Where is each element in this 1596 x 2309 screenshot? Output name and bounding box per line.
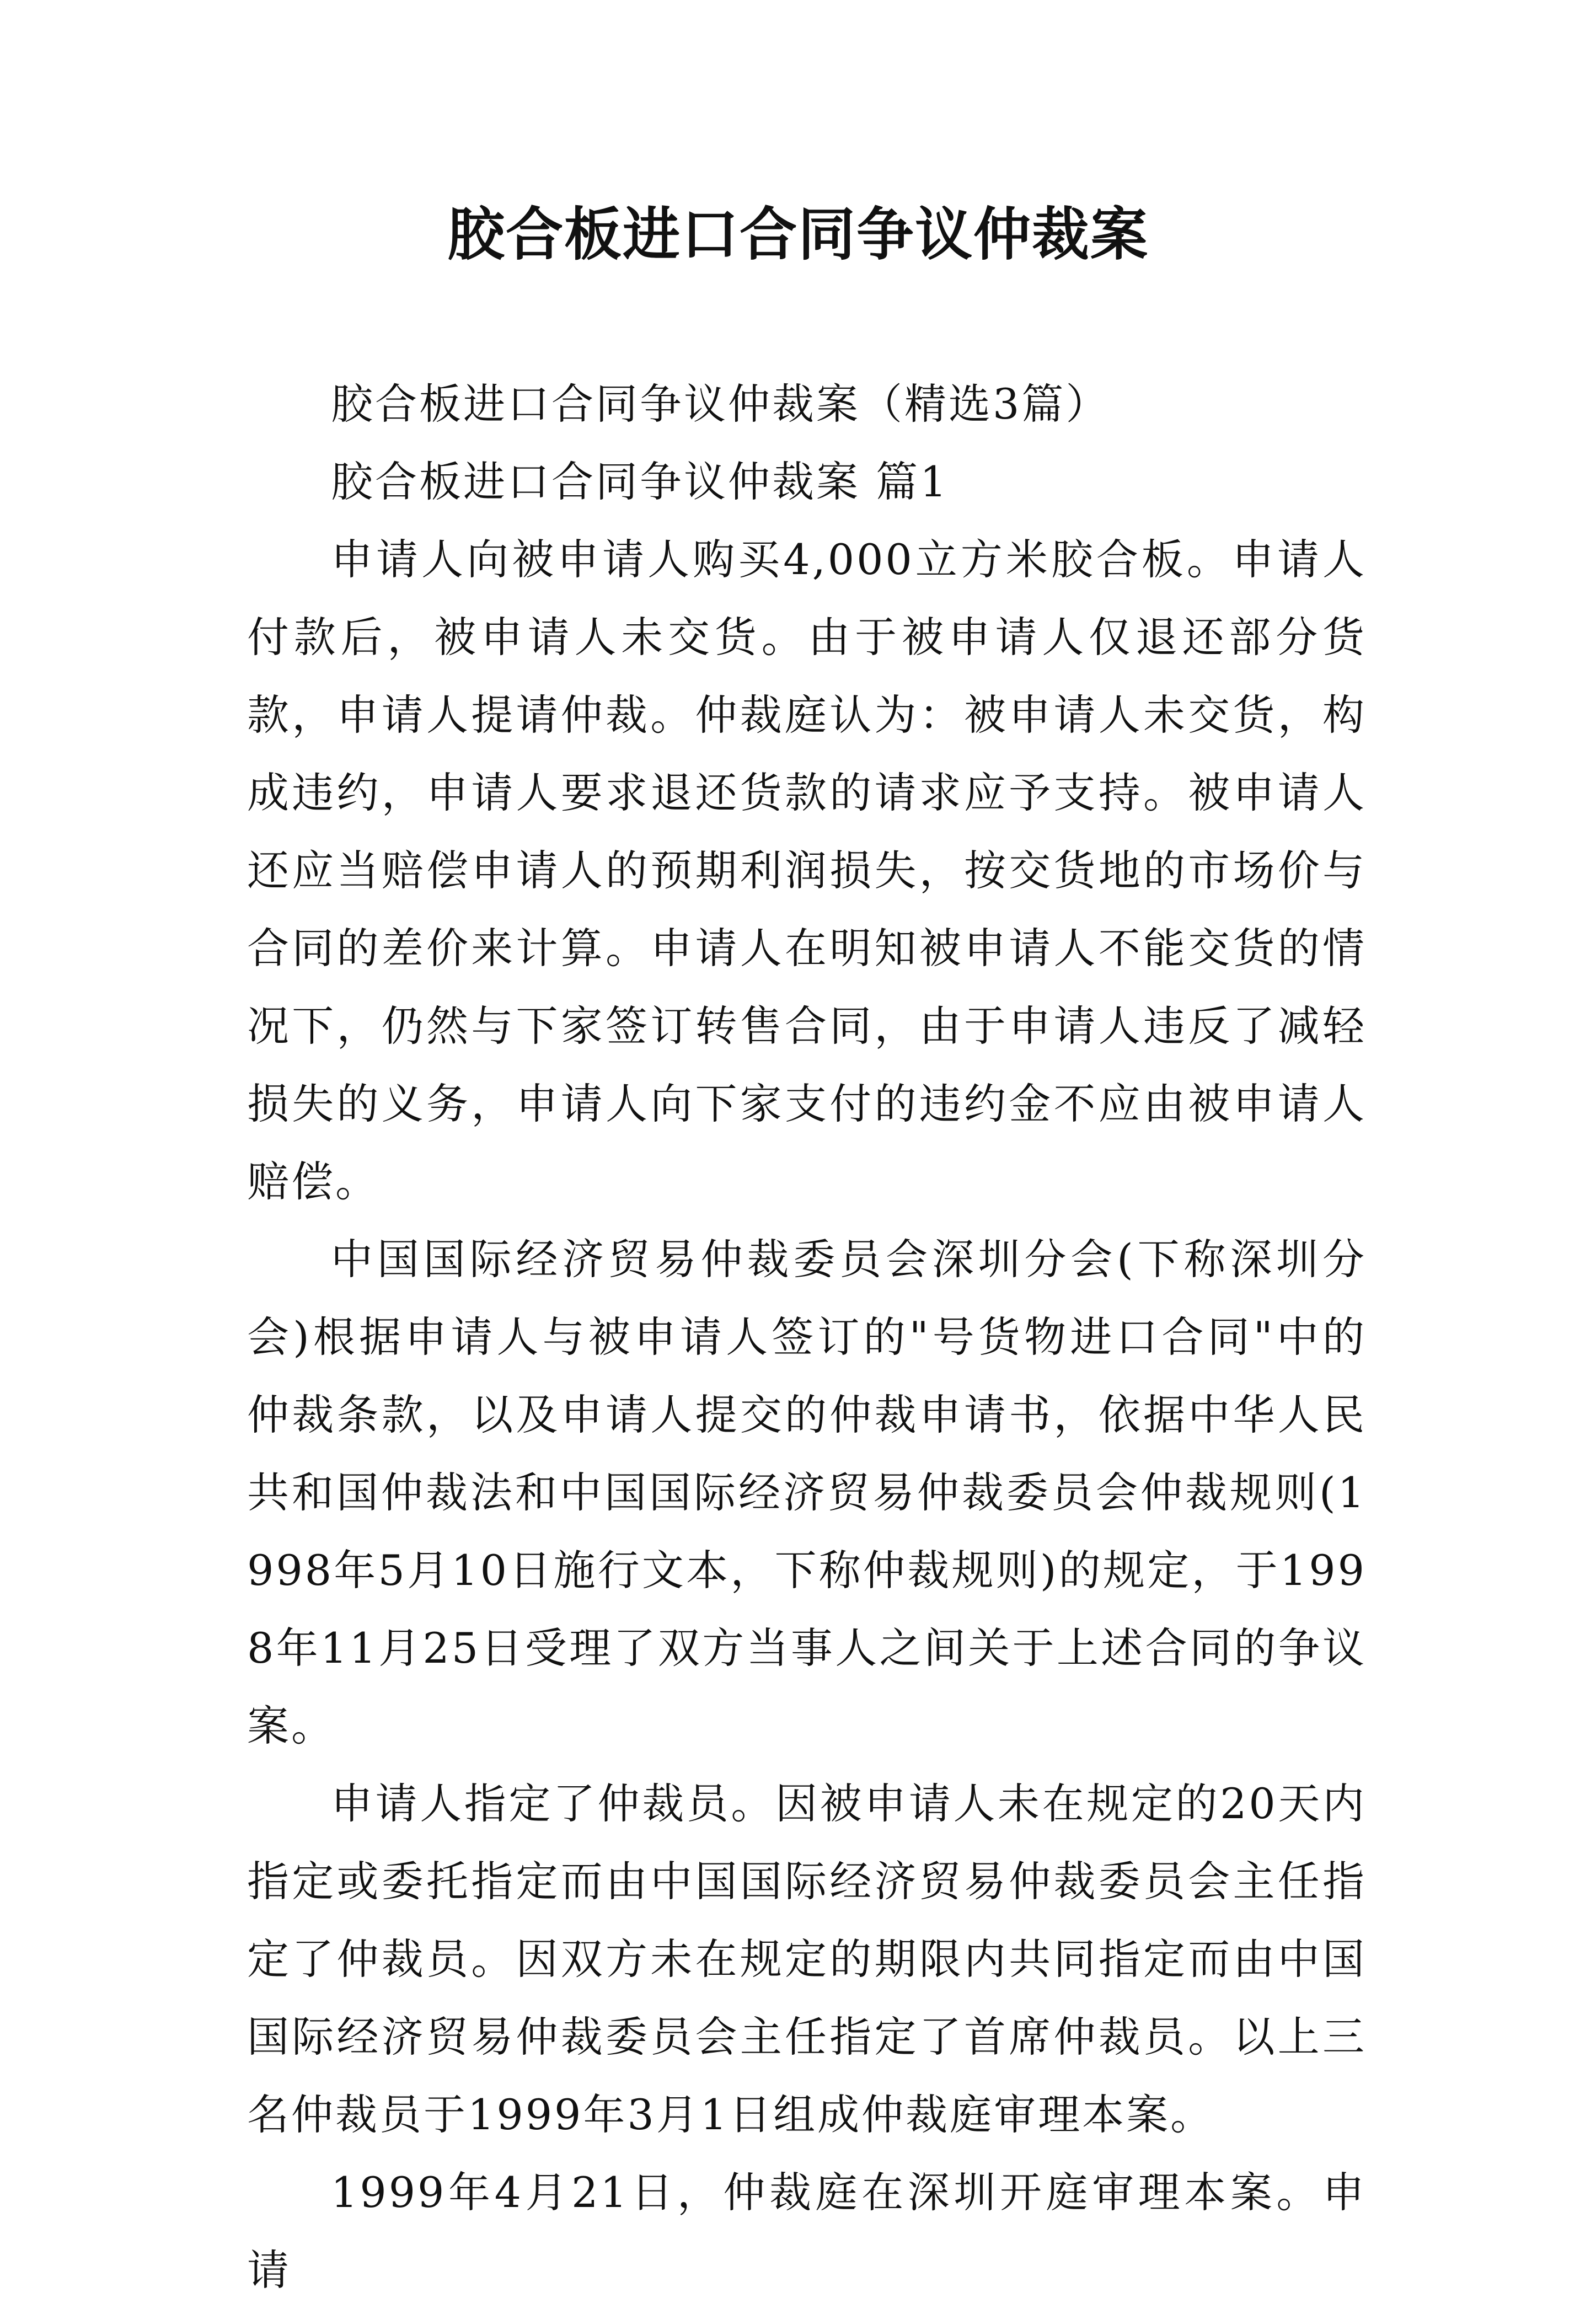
- paragraph-hearing: 1999年4月21日，仲裁庭在深圳开庭审理本案。申请: [247, 2168, 1367, 2295]
- document-body: [247, 365, 1367, 2309]
- section-heading: 胶合板进口合同争议仲裁案 篇1: [331, 457, 949, 506]
- paragraph-acceptance: 中国国际经济贸易仲裁委员会深圳分会(下称深圳分会)根据申请人与被申请人签订的"号货物进口合同"中的仲裁条款，以及申请人提交的仲裁申请书，依据中华人民共和国仲裁法和中国国际经济贸易仲裁委员会仲裁规则(1998年5月10日施行文本，下称仲裁规则)的规定，于1998年11月25日受理了双方当事人之间关于上述合同的争议案。: [247, 1235, 1367, 1750]
- paragraph-summary: 申请人向被申请人购买4,000立方米胶合板。申请人付款后，被申请人未交货。由于被申请人仅退还部分货款，申请人提请仲裁。仲裁庭认为：被申请人未交货，构成违约，申请人要求退还货款的请求应予支持。被申请人还应当赔偿申请人的预期利润损失，按交货地的市场价与合同的差价来计算。申请人在明知被申请人不能交货的情况下，仍然与下家签订转售合同，由于申请人违反了减轻损失的义务，申请人向下家支付的违约金不应由被申请人赔偿。: [247, 535, 1367, 1206]
- paragraph-tribunal: 申请人指定了仲裁员。因被申请人未在规定的20天内指定或委托指定而由中国国际经济贸易仲裁委员会主任指定了仲裁员。因双方未在规定的期限内共同指定而由中国国际经济贸易仲裁委员会主任指定了首席仲裁员。以上三名仲裁员于1999年3月1日组成仲裁庭审理本案。: [247, 1779, 1367, 2139]
- document-subtitle: 胶合板进口合同争议仲裁案（精选3篇）: [331, 379, 1110, 428]
- document-title: 胶合板进口合同争议仲裁案: [447, 200, 1149, 268]
